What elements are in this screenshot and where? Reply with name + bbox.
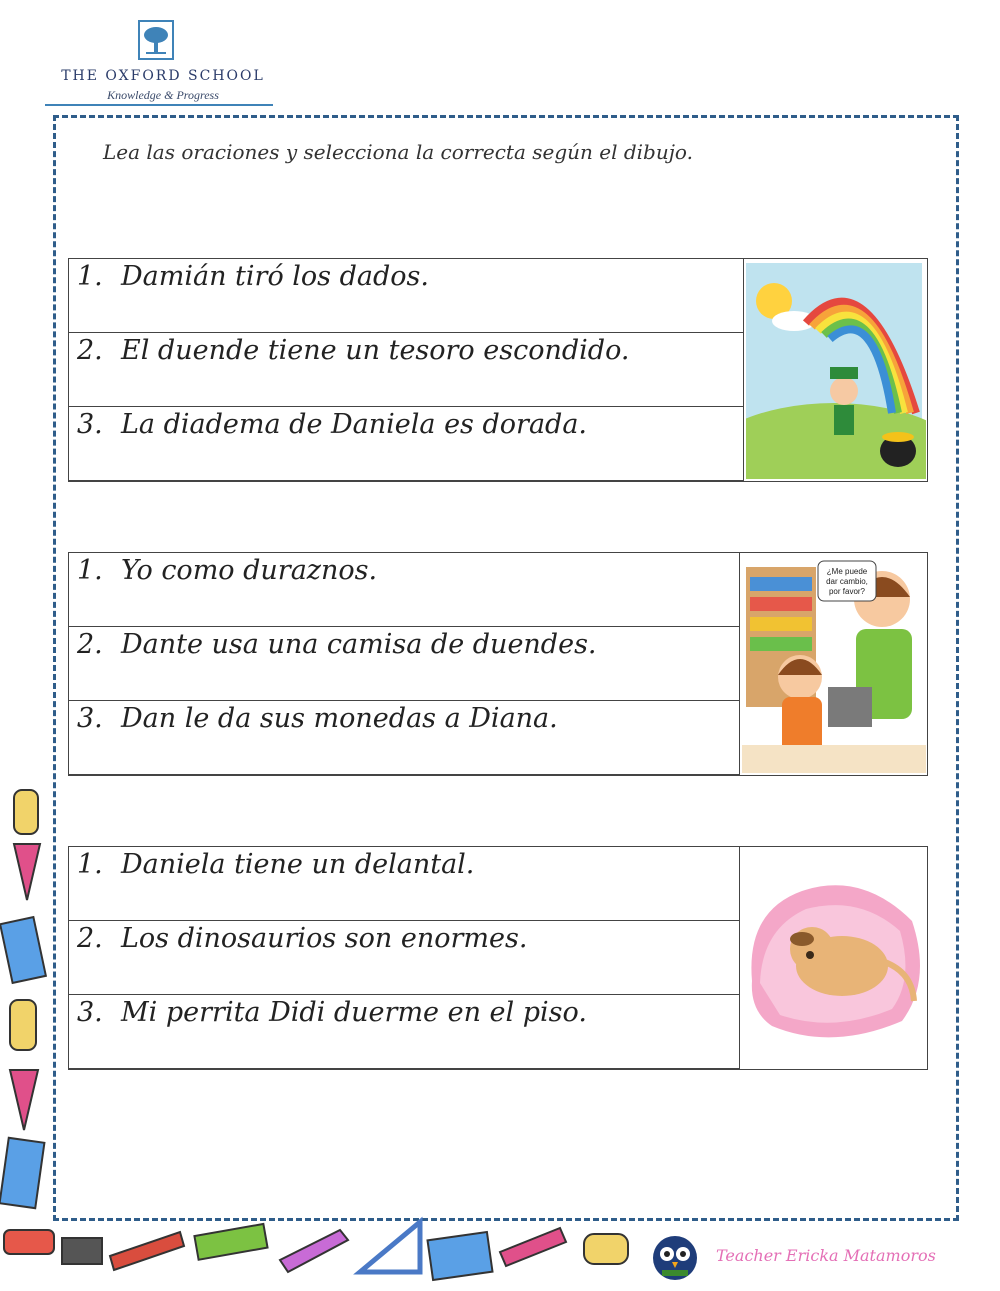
option-number: 2. xyxy=(77,629,103,660)
option-text: Dante usa una camisa de duendes. xyxy=(121,629,597,660)
question-group-2 xyxy=(68,552,928,776)
option-number: 3. xyxy=(77,703,103,734)
option-row[interactable] xyxy=(69,627,739,701)
option-text: La diadema de Daniela es dorada. xyxy=(121,409,588,440)
option-number: 2. xyxy=(77,923,103,954)
puppy-picture xyxy=(742,851,926,1067)
option-number: 2. xyxy=(77,335,103,366)
option-number: 1. xyxy=(77,555,103,586)
leprechaun-picture xyxy=(746,263,926,479)
school-name: THE OXFORD SCHOOL xyxy=(61,68,265,84)
picture-cell xyxy=(743,259,927,481)
option-row[interactable] xyxy=(69,553,739,627)
option-row[interactable] xyxy=(69,701,739,775)
school-logo xyxy=(45,18,275,104)
school-tagline: Knowledge & Progress xyxy=(107,88,219,102)
teacher-credit: Teacher Ericka Matamoros xyxy=(716,1246,936,1265)
question-group-1 xyxy=(68,258,928,482)
option-text: Daniela tiene un delantal. xyxy=(121,849,475,880)
tree-icon xyxy=(138,20,174,60)
option-row[interactable] xyxy=(69,333,743,407)
option-row[interactable] xyxy=(69,847,739,921)
speech-bubble-text: ¿Me puede dar cambio, por favor? xyxy=(826,567,868,596)
picture-cell xyxy=(739,847,927,1069)
question-group-3 xyxy=(68,846,928,1070)
option-text: Los dinosaurios son enormes. xyxy=(121,923,528,954)
option-text: Damián tiró los dados. xyxy=(121,261,429,292)
option-text: El duende tiene un tesoro escondido. xyxy=(121,335,630,366)
option-number: 3. xyxy=(77,409,103,440)
option-text: Yo como duraznos. xyxy=(121,555,378,586)
logo-underline xyxy=(45,104,273,106)
option-text: Dan le da sus monedas a Diana. xyxy=(121,703,558,734)
option-row[interactable] xyxy=(69,407,743,481)
option-row[interactable] xyxy=(69,995,739,1069)
option-number: 3. xyxy=(77,997,103,1028)
owl-icon xyxy=(650,1234,700,1282)
picture-cell xyxy=(739,553,927,775)
instruction-text: Lea las oraciones y selecciona la correcta según el dibujo. xyxy=(103,140,693,164)
school-supplies-border-bottom xyxy=(0,1216,650,1291)
option-number: 1. xyxy=(77,261,103,292)
option-text: Mi perrita Didi duerme en el piso. xyxy=(121,997,587,1028)
school-supplies-border-left xyxy=(0,780,52,1220)
option-number: 1. xyxy=(77,849,103,880)
option-row[interactable] xyxy=(69,921,739,995)
option-row[interactable] xyxy=(69,259,743,333)
